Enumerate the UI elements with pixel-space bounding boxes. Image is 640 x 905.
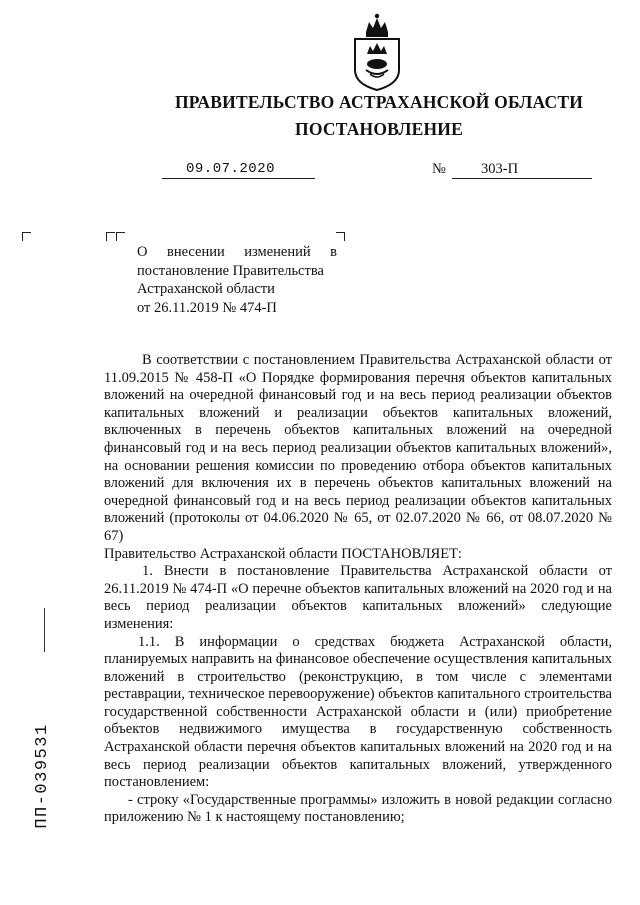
body-paragraph-3: 1. Внести в постановление Правительства Астраханской области от 26.11.2019 № 474-П «О перечне объектов капитальных вложений на 2020 год и на весь период реализации объектов капитальных вложений» следующие изменения:: [104, 563, 612, 632]
body-paragraph-2: Правительство Астраханской области ПОСТАНОВЛЯЕТ:: [104, 545, 462, 562]
document-type: ПОСТАНОВЛЕНИЕ: [295, 119, 463, 139]
subject-corner-mark-left-2: [116, 232, 125, 241]
document-date: 09.07.2020: [186, 161, 276, 177]
number-sign: №: [432, 161, 446, 177]
document-number: 303-П: [481, 161, 519, 177]
document-body: [104, 352, 612, 827]
body-paragraph-5: - строку «Государственные программы» изложить в новой редакции согласно приложению № 1 к настоящему постановлению;: [104, 791, 612, 826]
body-paragraph-1: В соответствии с постановлением Правительства Астраханской области от 11.09.2015 № 458-П «О Порядке формирования перечня объектов капитальных вложений на очередной финансовый год и на весь период реализации объектов капитальных вложений и реализации объектов капитальных вложений, включенных в перечень объектов капитальных вложений на очередной финансовый год и на весь период реализации объектов капитальных вложений», на основании решения комиссии по проведению отбора объектов капитальных вложений для включения их в перечень объектов капитальных вложений на очередной финансовый год и на весь период реализации объектов капитальных вложений (протоколы от 04.06.2020 № 65, от 02.07.2020 № 66, от 08.07.2020 № 67): [104, 352, 612, 544]
subject-line-4: от 26.11.2019 № 474-П: [137, 299, 277, 316]
left-corner-mark: [22, 232, 31, 241]
body-paragraph-4: 1.1. В информации о средствах бюджета Астраханской области, планируемых направить на финансовое обеспечение осуществления капитальных вложений в строительство (реконструкцию, в том числе с элементами реставрации, техническое перевооружение) объектов капитального строительства государственной собственности Астраханской области и (или) приобретение объектов недвижимого имущества в государственную собственность Астраханской области перечня объектов капитальных вложений на 2020 год и на весь период реализации объектов капитальных вложений, утвержденного постановлением:: [104, 633, 612, 791]
subject-line-1: О внесении изменений в: [137, 244, 337, 260]
subject-line-2: постановление Правительства: [137, 262, 324, 279]
number-underline: [452, 178, 592, 179]
date-underline: [162, 178, 315, 179]
subject-corner-mark-right: [336, 232, 345, 241]
registration-code-stamp: [33, 700, 57, 860]
coat-of-arms-icon: [352, 12, 402, 92]
subject-corner-mark-left-1: [106, 232, 115, 241]
organization-title: ПРАВИТЕЛЬСТВО АСТРАХАНСКОЙ ОБЛАСТИ: [174, 92, 584, 112]
margin-mark: [44, 608, 45, 652]
document-subject: [137, 243, 337, 317]
registration-code: ПП-039531: [33, 723, 52, 829]
subject-line-3: Астраханской области: [137, 281, 275, 297]
